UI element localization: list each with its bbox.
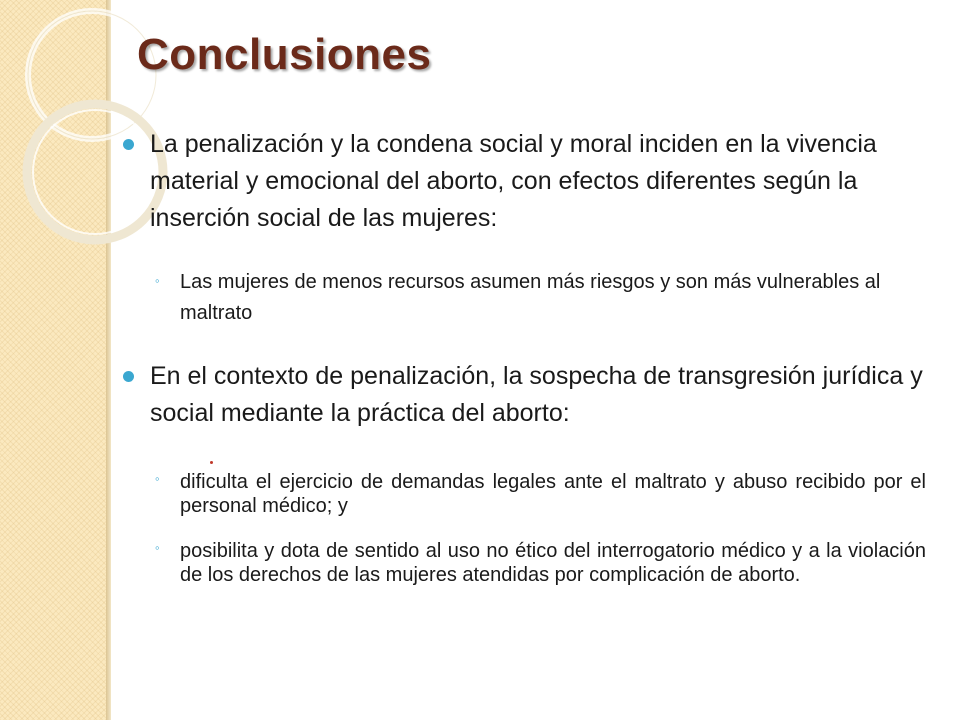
bullet-text: La penalización y la condena social y moral inciden en la vivencia material y emocional del aborto, con efectos diferentes según la inserción social de las mujeres: bbox=[150, 130, 877, 232]
sub-bullet-item bbox=[155, 539, 926, 587]
sub-bullet-ring-icon: ◦ bbox=[155, 273, 160, 288]
bullet-dot-icon bbox=[123, 139, 134, 150]
sub-bullet-item bbox=[155, 267, 926, 329]
bullet-item bbox=[120, 126, 926, 237]
bullet-dot-icon bbox=[123, 371, 134, 382]
bullet-text: En el contexto de penalización, la sospecha de transgresión jurídica y social mediante la práctica del aborto: bbox=[150, 362, 923, 427]
sub-bullet-text: dificulta el ejercicio de demandas legales ante el maltrato y abuso recibido por el personal médico; y bbox=[180, 471, 926, 517]
sub-bullet-text: posibilita y dota de sentido al uso no ético del interrogatorio médico y a la violación de los derechos de las mujeres atendidas por complicación de aborto. bbox=[180, 540, 926, 586]
slide-title: Conclusiones bbox=[137, 30, 432, 79]
bullet-item bbox=[120, 358, 926, 432]
sub-bullet-item bbox=[155, 470, 926, 518]
sub-bullet-ring-icon: ◦ bbox=[155, 471, 160, 486]
sub-bullet-ring-icon: ◦ bbox=[155, 540, 160, 555]
slide-content bbox=[120, 126, 926, 587]
sub-bullet-text: Las mujeres de menos recursos asumen más riesgos y son más vulnerables al maltrato bbox=[180, 271, 881, 324]
stray-mark bbox=[210, 461, 213, 464]
